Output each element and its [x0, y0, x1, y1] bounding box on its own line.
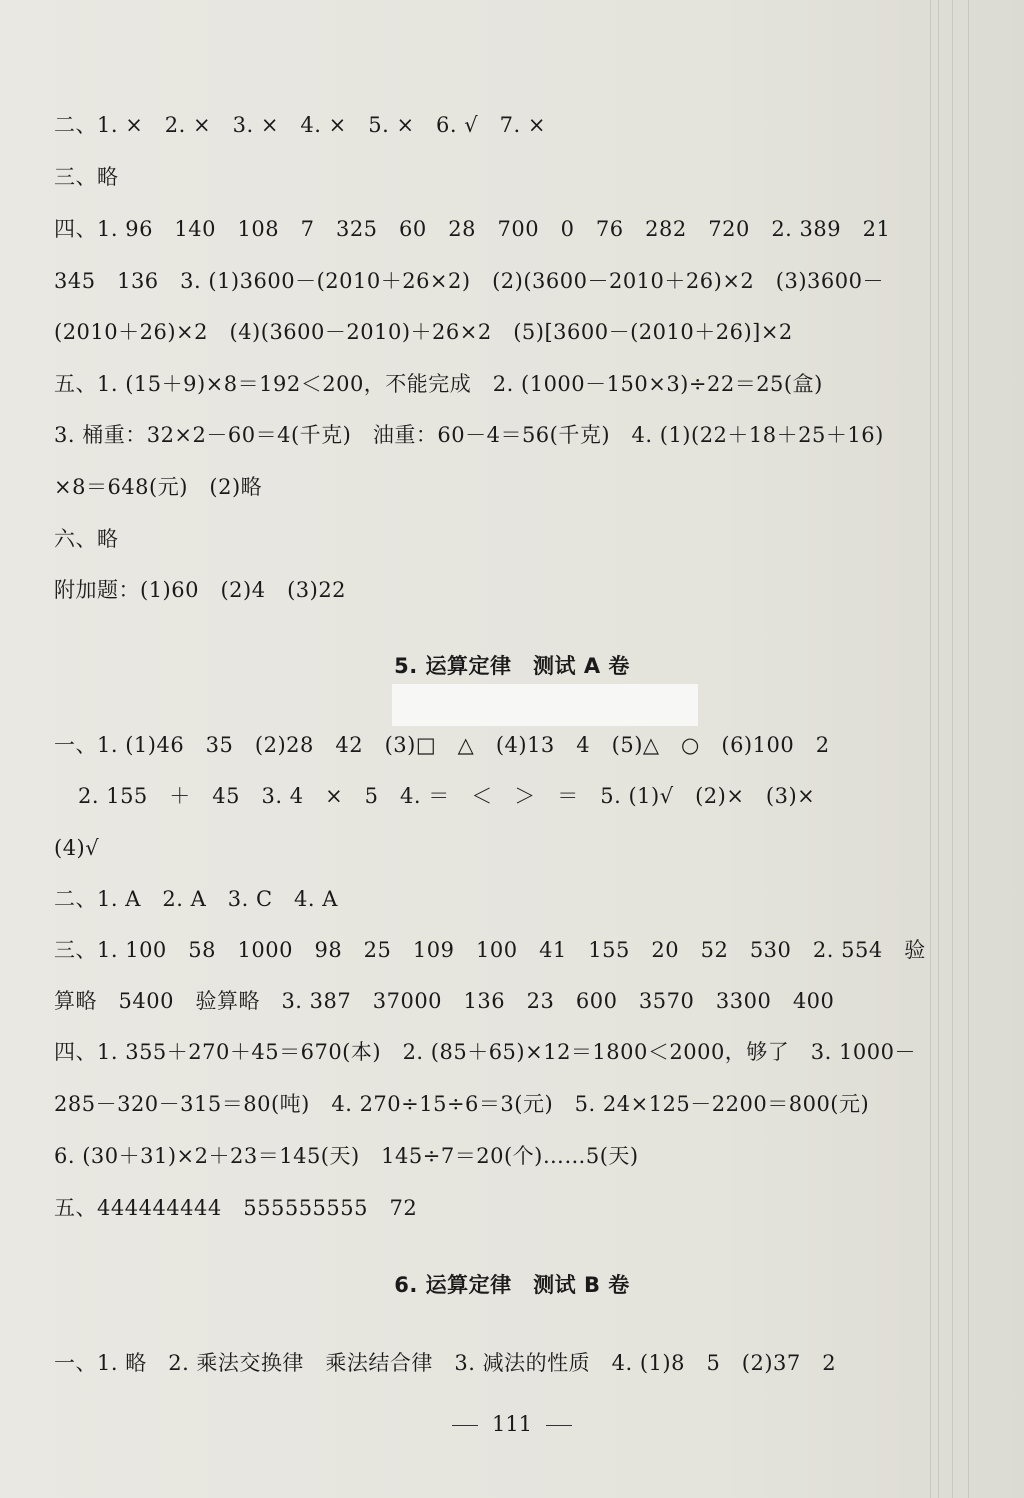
answer-line: 二、1. × 2. × 3. × 4. × 5. × 6. √ 7. × [54, 113, 546, 137]
answer-line: 285－320－315＝80(吨) 4. 270÷15÷6＝3(元) 5. 24×125－2200＝800(元) [54, 1092, 870, 1116]
answer-line: (4)√ [54, 836, 100, 860]
answer-line: ×8＝648(元) (2)略 [54, 475, 263, 499]
section-title: 5. 运算定律 测试 A 卷 [394, 654, 630, 678]
section-title: 6. 运算定律 测试 B 卷 [394, 1273, 630, 1297]
answer-line: (2010＋26)×2 (4)(3600－2010)＋26×2 (5)[3600－(2010＋26)]×2 [54, 320, 793, 344]
answer-line: 3. 桶重：32×2－60＝4(千克) 油重：60－4＝56(千克) 4. (1)(22＋18＋25＋16) [54, 423, 884, 447]
answer-line: 2. 155 ＋ 45 3. 4 × 5 4. ＝ ＜ ＞ ＝ 5. (1)√ (2)× (3)× [78, 784, 816, 808]
answer-line: 345 136 3. (1)3600－(2010＋26×2) (2)(3600－2010＋26)×2 (3)3600－ [54, 269, 884, 293]
page-number [0, 1410, 1024, 1438]
answer-line: 一、1. (1)46 35 (2)28 42 (3)□ △ (4)13 4 (5)△ ○ (6)100 2 [54, 733, 830, 757]
answer-line: 三、略 [54, 165, 119, 189]
answer-line: 一、1. 略 2. 乘法交换律 乘法结合律 3. 减法的性质 4. (1)8 5 (2)37 2 [54, 1351, 837, 1375]
answer-line: 五、444444444 555555555 72 [54, 1196, 418, 1220]
answer-line: 附加题：(1)60 (2)4 (3)22 [54, 578, 347, 602]
page-number-dash [546, 1425, 572, 1426]
answer-line: 算略 5400 验算略 3. 387 37000 136 23 600 3570 3300 400 [54, 989, 835, 1013]
answer-line: 三、1. 100 58 1000 98 25 109 100 41 155 20 52 530 2. 554 验 [54, 938, 926, 962]
answer-line: 六、略 [54, 527, 119, 551]
answer-line: 二、1. A 2. A 3. C 4. A [54, 887, 338, 911]
answer-line: 五、1. (15＋9)×8＝192＜200，不能完成 2. (1000－150×3)÷22＝25(盒) [54, 372, 823, 396]
answer-line: 6. (30＋31)×2＋23＝145(天) 145÷7＝20(个)……5(天) [54, 1144, 639, 1168]
answer-line: 四、1. 96 140 108 7 325 60 28 700 0 76 282 720 2. 389 21 [54, 217, 891, 241]
blank-label-box [392, 684, 698, 726]
page-number-dash [452, 1425, 478, 1426]
page-number-text: 111 [491, 1412, 533, 1436]
answer-line: 四、1. 355＋270＋45＝670(本) 2. (85＋65)×12＝1800＜2000，够了 3. 1000－ [54, 1040, 916, 1064]
